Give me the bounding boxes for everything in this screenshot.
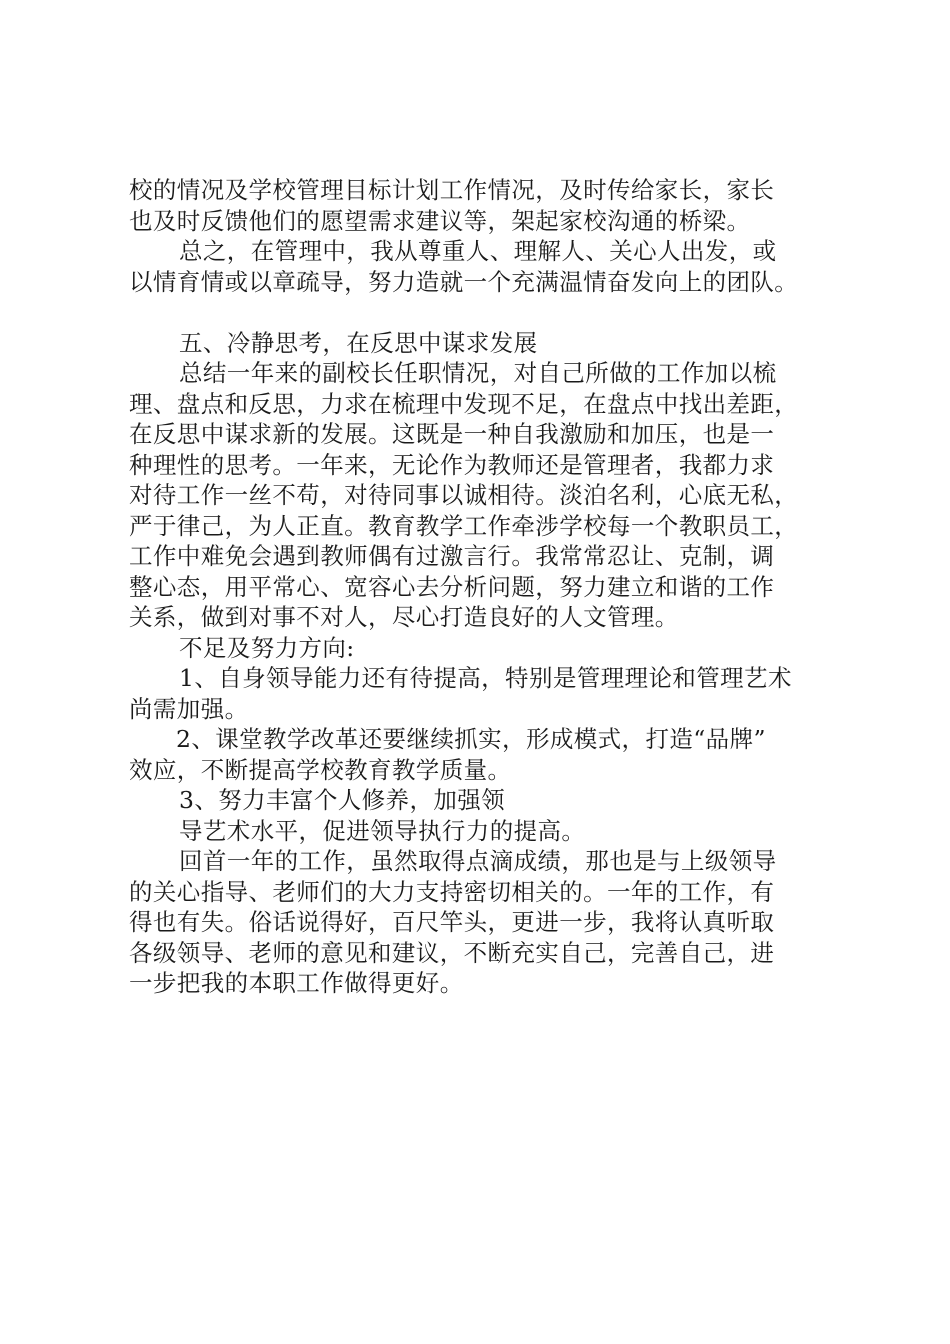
list-item: 3、努力丰富个人修养，加强领	[179, 786, 506, 814]
text-line: 理、盘点和反思，力求在梳理中发现不足，在盘点中找出差距，	[129, 389, 799, 418]
text-line: 种理性的思考。一年来，无论作为教师还是管理者，我都力求	[129, 450, 775, 479]
text-line: 回首一年的工作，虽然取得点滴成绩，那也是与上级领导	[179, 847, 777, 875]
document-body	[129, 175, 849, 999]
text-line: 校的情况及学校管理目标计划工作情况，及时传给家长，家长	[129, 176, 775, 204]
text-line: 关系，做到对事不对人，尽心打造良好的人文管理。	[129, 603, 679, 631]
text-line: 一步把我的本职工作做得更好。	[129, 969, 464, 997]
text-line: 各级领导、老师的意见和建议，不断充实自己，完善自己，进	[129, 938, 775, 967]
list-item: 2、课堂教学改革还要继续抓实，形成模式，打造“品牌”	[176, 725, 766, 753]
text-line: 得也有失。俗话说得好，百尺竿头，更进一步，我将认真听取	[129, 908, 775, 936]
text-line: 效应，不断提高学校教育教学质量。	[129, 755, 512, 784]
text-line: 总之，在管理中，我从尊重人、理解人、关心人出发，或	[179, 237, 777, 265]
text-line: 严于律己，为人正直。教育教学工作牵涉学校每一个教职员工，	[129, 511, 799, 540]
text-line: 整心态，用平常心、宽容心去分析问题，努力建立和谐的工作	[129, 572, 775, 601]
text-line: 在反思中谋求新的发展。这既是一种自我激励和加压，也是一	[129, 420, 775, 448]
text-line: 对待工作一丝不苟，对待同事以诚相待。淡泊名利，心底无私，	[129, 481, 799, 509]
section-heading: 五、冷静思考，在反思中谋求发展	[179, 328, 538, 357]
blank-line	[129, 297, 849, 328]
text-line: 也及时反馈他们的愿望需求建议等，架起家校沟通的桥梁。	[129, 206, 751, 235]
text-line: 工作中难免会遇到教师偶有过激言行。我常常忍让、克制，调	[129, 542, 775, 570]
text-line: 总结一年来的副校长任职情况，对自己所做的工作加以梳	[179, 359, 777, 387]
text-line: 的关心指导、老师们的大力支持密切相关的。一年的工作，有	[129, 877, 775, 906]
list-item: 1、自身领导能力还有待提高，特别是管理理论和管理艺术	[179, 664, 792, 692]
text-line: 以情育情或以章疏导，努力造就一个充满温情奋发向上的团队。	[129, 267, 799, 296]
text-line: 导艺术水平，促进领导执行力的提高。	[179, 816, 586, 845]
text-line: 尚需加强。	[129, 694, 249, 723]
subheading: 不足及努力方向:	[179, 633, 355, 662]
